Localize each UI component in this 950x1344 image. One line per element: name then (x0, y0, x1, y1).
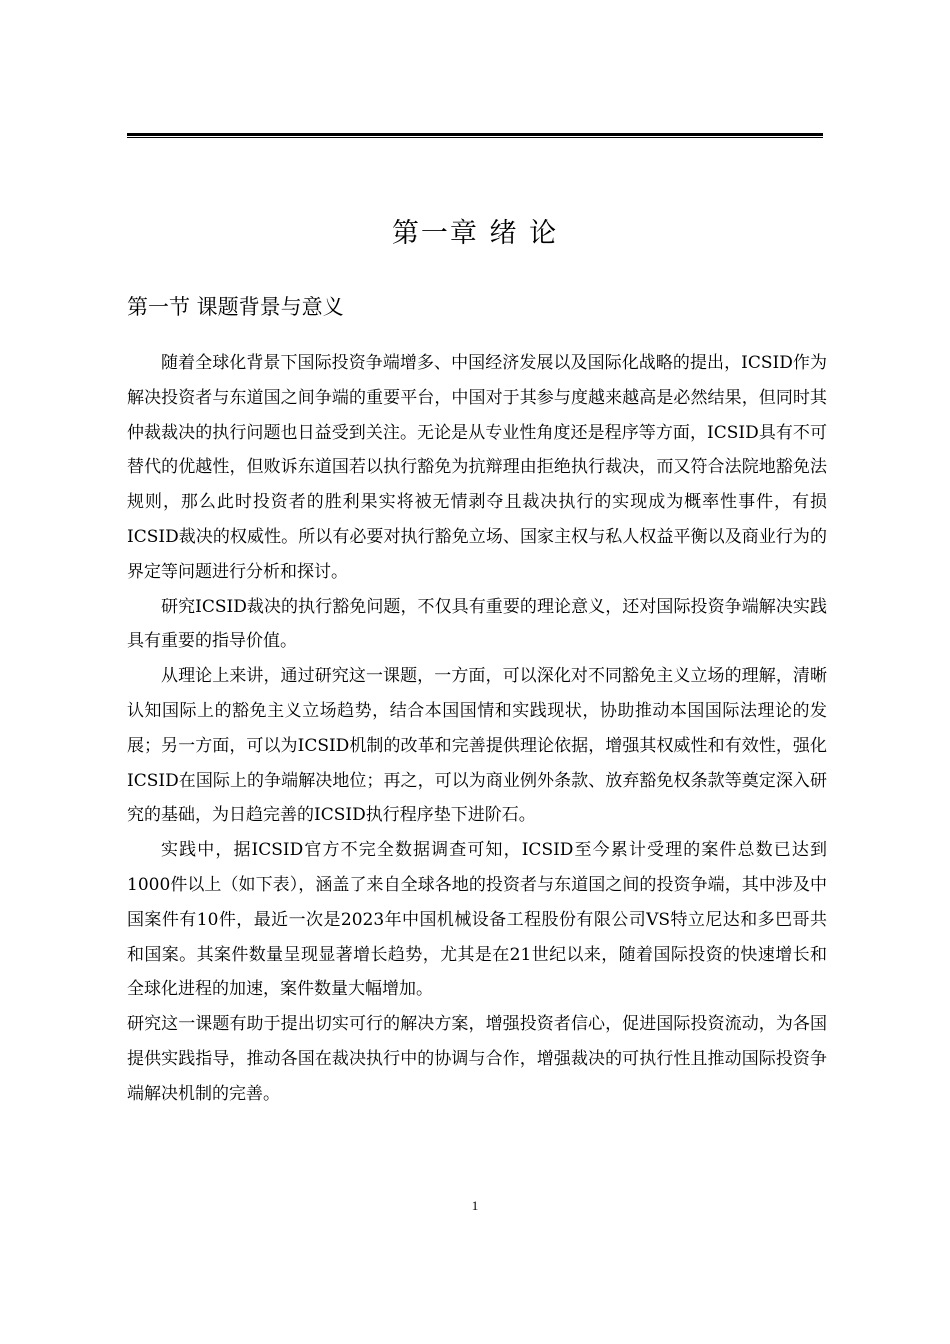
chapter-title: 第一章 绪 论 (391, 218, 559, 249)
paragraph-practice: 实践中，据ICSID官方不完全数据调查可知，ICSID至今累计受理的案件总数已达到1000件以上（如下表），涵盖了来自全球各地的投资者与东道国之间的投资争端，其中涉及中国案件有10件，最近一次是2023年中国机械设备工程股份有限公司VS特立尼达和多巴哥共和国案。其案件数量呈现显著增长趋势，尤其是在21世纪以来，随着国际投资的快速增长和全球化进程的加速，案件数量大幅增加。 (127, 840, 827, 1000)
paragraph-background: 随着全球化背景下国际投资争端增多、中国经济发展以及国际化战略的提出，ICSID作为解决投资者与东道国之间争端的重要平台，中国对于其参与度越来越高是必然结果，但同时其仲裁裁决的执行问题也日益受到关注。无论是从专业性角度还是程序等方面，ICSID具有不可替代的优越性，但败诉东道国若以执行豁免为抗辩理由拒绝执行裁决，而又符合法院地豁免法规则，那么此时投资者的胜利果实将被无情剥夺且裁决执行的实现成为概率性事件，有损ICSID裁决的权威性。所以有必要对执行豁免立场、国家主权与私人权益平衡以及商业行为的界定等问题进行分析和探讨。 (127, 353, 827, 582)
page-number: 1 (471, 1198, 479, 1213)
section-title: 第一节 课题背景与意义 (127, 295, 344, 319)
header-double-rule (127, 133, 823, 139)
header-rule-thin (127, 137, 823, 138)
paragraph-significance: 研究ICSID裁决的执行豁免问题，不仅具有重要的理论意义，还对国际投资争端解决实践具有重要的指导价值。 (127, 596, 827, 652)
paragraph-theory: 从理论上来讲，通过研究这一课题，一方面，可以深化对不同豁免主义立场的理解，清晰认知国际上的豁免主义立场趋势，结合本国国情和实践现状，协助推动本国国际法理论的发展；另一方面，可以为ICSID机制的改革和完善提供理论依据，增强其权威性和有效性，强化ICSID在国际上的争端解决地位；再之，可以为商业例外条款、放弃豁免权条款等奠定深入研究的基础，为日趋完善的ICSID执行程序垫下进阶石。 (127, 666, 827, 826)
body-text (127, 346, 827, 1112)
paragraph-conclusion: 研究这一课题有助于提出切实可行的解决方案，增强投资者信心，促进国际投资流动，为各国提供实践指导，推动各国在裁决执行中的协调与合作，增强裁决的可执行性且推动国际投资争端解决机制的完善。 (127, 1014, 827, 1104)
header-rule-thick (127, 133, 823, 136)
